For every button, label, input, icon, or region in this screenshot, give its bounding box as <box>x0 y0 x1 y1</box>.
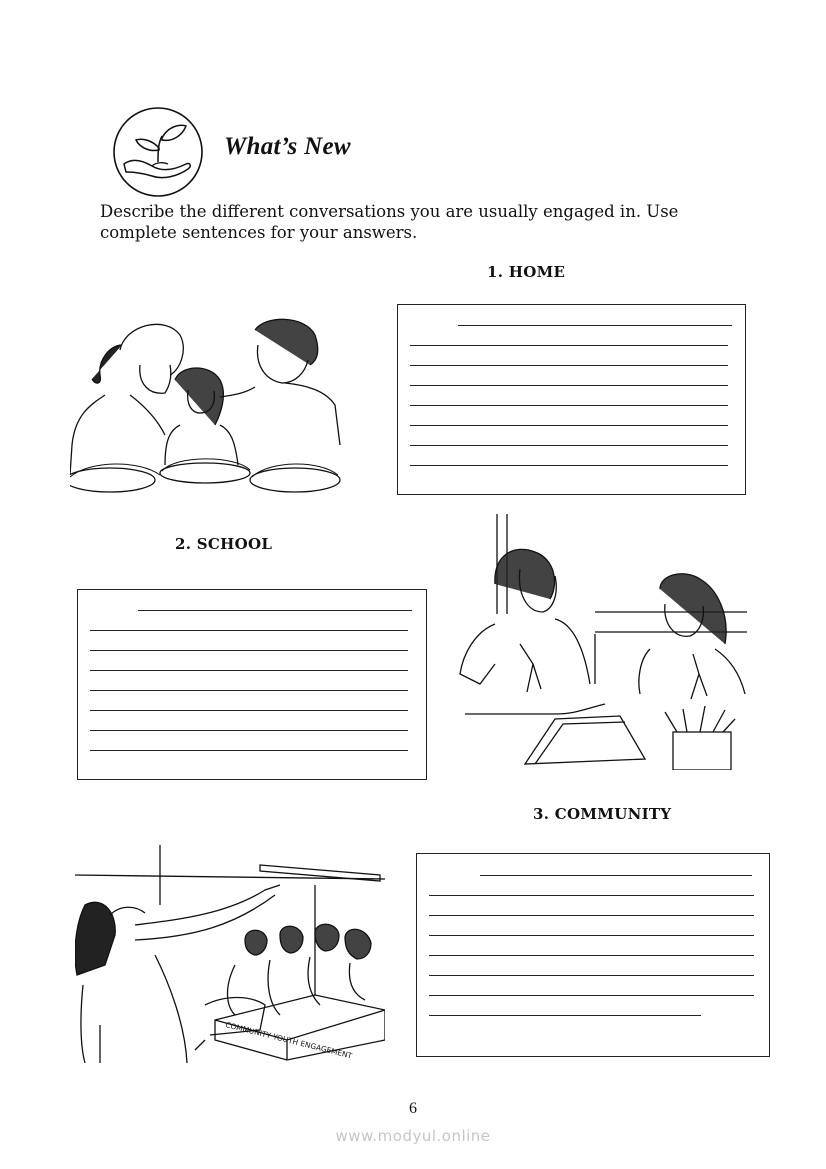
section-title: What’s New <box>224 133 351 160</box>
community-heading: 3. COMMUNITY <box>533 805 672 823</box>
school-heading: 2. SCHOOL <box>175 535 273 553</box>
home-heading: 1. HOME <box>487 263 566 281</box>
students-talking-illustration <box>455 514 747 770</box>
school-answer-box[interactable] <box>77 589 427 780</box>
page-number: 6 <box>409 1100 417 1117</box>
box-sign-text: COMMUNITY YOUTH ENGAGEMENT <box>224 1020 354 1061</box>
community-meeting-illustration <box>75 845 385 1063</box>
instructions-text: Describe the different conversations you are usually engaged in. Use complete sentences for your answers. <box>100 202 679 242</box>
watermark: www.modyul.online <box>335 1127 491 1145</box>
family-meal-illustration <box>70 315 342 503</box>
hand-sprout-icon <box>112 106 204 198</box>
home-answer-box[interactable] <box>397 304 746 495</box>
community-answer-box[interactable] <box>416 853 770 1057</box>
